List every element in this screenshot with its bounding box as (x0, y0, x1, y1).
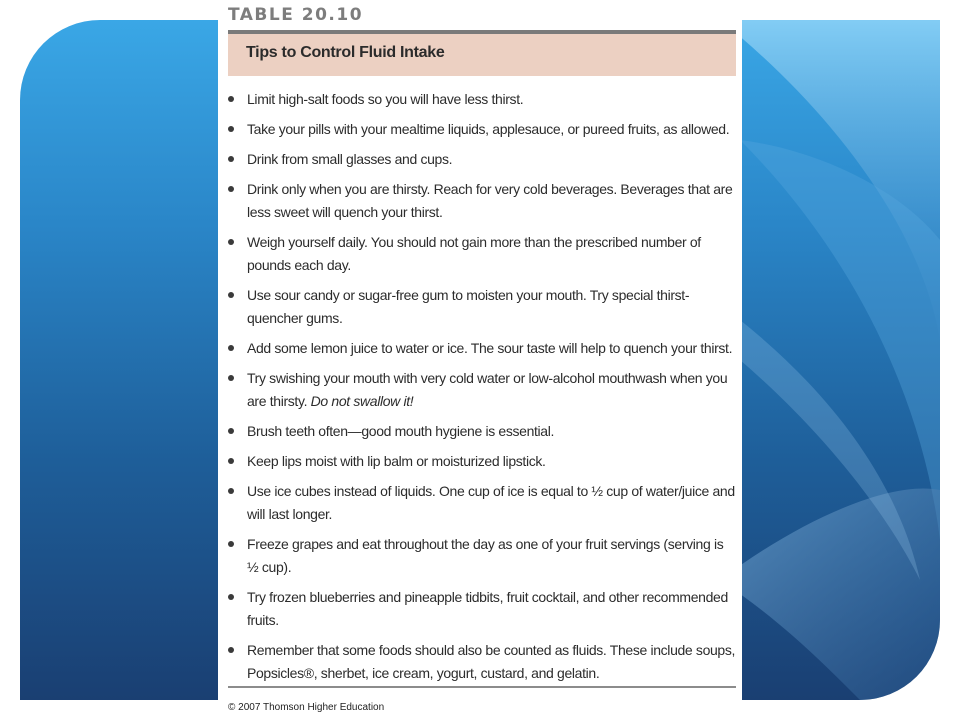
list-item (218, 367, 742, 413)
list-item (218, 450, 742, 473)
tips-list (218, 88, 742, 692)
tip-text: Add some lemon juice to water or ice. The sour taste will help to quench your thirst. (247, 340, 733, 356)
bullet-icon (228, 156, 234, 162)
list-item (218, 586, 742, 632)
tip-text: Try swishing your mouth with very cold water or low-alcohol mouthwash when you are thirsty. (247, 370, 728, 409)
list-item (218, 420, 742, 443)
bullet-icon (228, 647, 234, 653)
bullet-icon (228, 458, 234, 464)
bullet-icon (228, 541, 234, 547)
copyright-notice: © 2007 Thomson Higher Education (228, 702, 385, 713)
list-item (218, 480, 742, 526)
tip-text: Remember that some foods should also be counted as fluids. These include soups, Popsicles®, sherbet, ice cream, yogurt, custard, and gelatin. (247, 642, 736, 681)
bullet-icon (228, 375, 234, 381)
tip-text: Take your pills with your mealtime liquids, applesauce, or pureed fruits, as allowed. (247, 121, 730, 137)
tip-text: Use sour candy or sugar-free gum to moisten your mouth. Try special thirst-quencher gums. (247, 287, 690, 326)
bullet-icon (228, 594, 234, 600)
table-number: TABLE 20.10 (228, 5, 364, 25)
list-item (218, 284, 742, 330)
list-item (218, 118, 742, 141)
bullet-icon (228, 126, 234, 132)
bottom-divider (228, 686, 736, 688)
tip-emphasis: Do not swallow it! (310, 393, 414, 409)
tip-text: Use ice cubes instead of liquids. One cup of ice is equal to ½ cup of water/juice and will last longer. (247, 483, 735, 522)
bullet-icon (228, 186, 234, 192)
list-item (218, 533, 742, 579)
tip-text: Brush teeth often—good mouth hygiene is essential. (247, 423, 555, 439)
table-title-bar (228, 30, 736, 76)
tip-text: Try frozen blueberries and pineapple tidbits, fruit cocktail, and other recommended fruits. (247, 589, 728, 628)
list-item (218, 88, 742, 111)
tip-text: Limit high-salt foods so you will have less thirst. (247, 91, 524, 107)
bullet-icon (228, 488, 234, 494)
tip-text: Freeze grapes and eat throughout the day as one of your fruit servings (serving is ½ cup). (247, 536, 724, 575)
table-card (218, 0, 742, 720)
bullet-icon (228, 239, 234, 245)
list-item (218, 178, 742, 224)
tip-text: Keep lips moist with lip balm or moisturized lipstick. (247, 453, 546, 469)
tip-text: Drink only when you are thirsty. Reach for very cold beverages. Beverages that are less sweet will quench your thirst. (247, 181, 733, 220)
bullet-icon (228, 96, 234, 102)
tip-text: Drink from small glasses and cups. (247, 151, 453, 167)
list-item (218, 639, 742, 685)
tip-text: Weigh yourself daily. You should not gain more than the prescribed number of pounds each day. (247, 234, 701, 273)
table-title: Tips to Control Fluid Intake (246, 44, 445, 61)
bullet-icon (228, 428, 234, 434)
list-item (218, 148, 742, 171)
list-item (218, 231, 742, 277)
bullet-icon (228, 292, 234, 298)
list-item (218, 337, 742, 360)
bullet-icon (228, 345, 234, 351)
